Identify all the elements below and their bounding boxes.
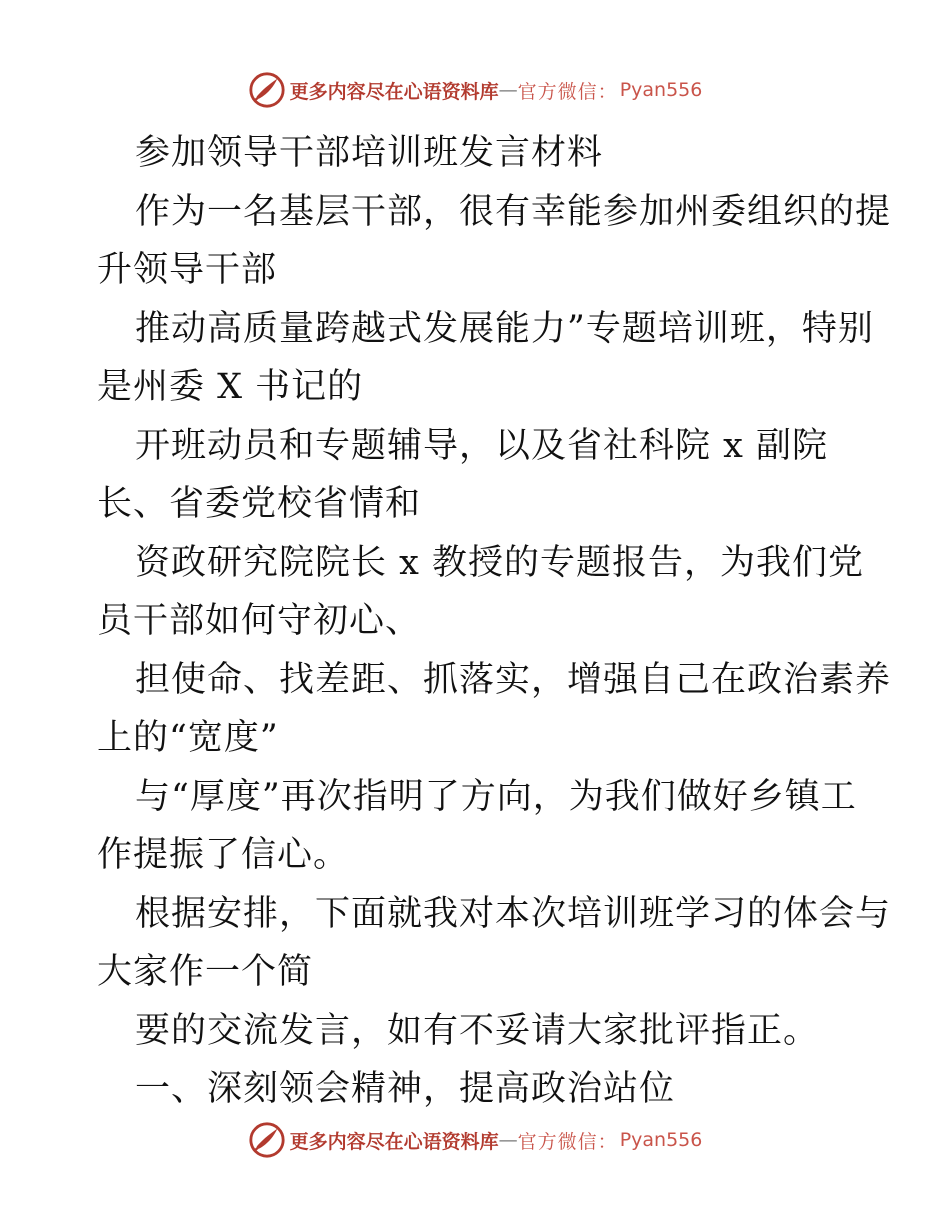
watermark-contact-value: Pyan556 — [619, 1129, 703, 1151]
text-line: 根据安排，下面就我对本次培训班学习的体会与 — [135, 893, 892, 934]
watermark-separator: — — [498, 79, 518, 101]
text-line: 担使命、找差距、抓落实，增强自己在政治素养 — [135, 659, 892, 700]
document-title: 参加领导干部培训班发言材料 — [135, 133, 604, 173]
document-body — [97, 124, 892, 1119]
text-line: 与“厚度”再次指明了方向，为我们做好乡镇工 — [135, 776, 857, 817]
text-line: 大家作一个简 — [97, 952, 314, 992]
text-line: 员干部如何守初心、 — [97, 601, 422, 641]
text-line: 是州委 X 书记的 — [97, 367, 364, 407]
text-line: 长、省委党校省情和 — [97, 484, 422, 524]
section-heading: 一、深刻领会精神，提高政治站位 — [135, 1069, 676, 1109]
header-watermark-banner — [0, 68, 950, 112]
text-line: 上的“宽度” — [97, 718, 279, 758]
text-line: 作为一名基层干部，很有幸能参加州委组织的提 — [135, 191, 892, 232]
quill-pen-logo-icon — [248, 71, 286, 109]
watermark-separator: — — [498, 1129, 518, 1151]
watermark-contact-label: 官方微信： — [517, 1130, 618, 1153]
text-line: 推动高质量跨越式发展能力”专题培训班，特别 — [135, 308, 874, 349]
quill-pen-logo-icon — [248, 1121, 286, 1159]
text-line: 资政研究院院长 x 教授的专题报告，为我们党 — [135, 542, 864, 583]
watermark-text: 更多内容尽在心语资料库 — [289, 80, 499, 103]
watermark-contact-label: 官方微信： — [517, 80, 618, 103]
text-line: 要的交流发言，如有不妥请大家批评指正。 — [135, 1010, 820, 1051]
watermark-contact-value: Pyan556 — [619, 79, 703, 101]
footer-watermark-banner — [0, 1118, 950, 1162]
watermark-text: 更多内容尽在心语资料库 — [289, 1130, 499, 1153]
text-line: 升领导干部 — [97, 250, 278, 290]
text-line: 开班动员和专题辅导，以及省社科院 x 副院 — [135, 425, 828, 466]
text-line: 作提振了信心。 — [97, 835, 350, 875]
